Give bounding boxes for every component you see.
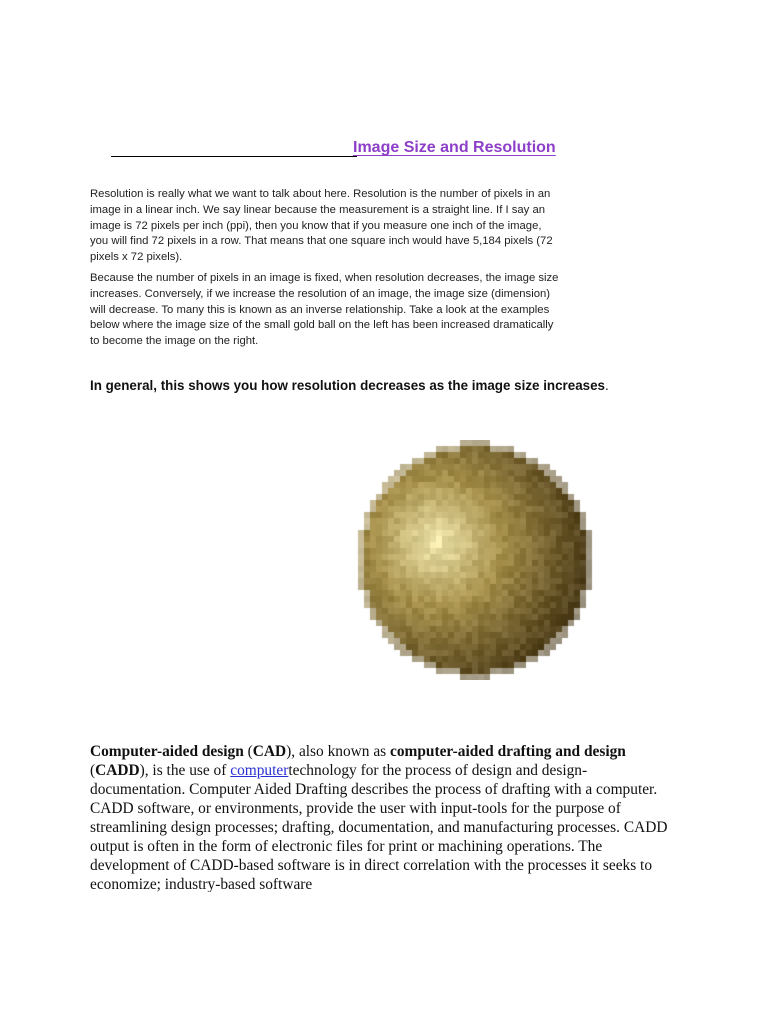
cad-abbr: CAD [252,743,287,760]
cad-text: ( [90,762,96,779]
cad-text: technology for the process of design and design-documentation. Computer Aided Drafting describes the process of drafting with a computer. CADD software, or environments, provide the user with input-tools for the purpose of streamlining design processes; drafting, documentation, and manufacturing processes. CADD output is often in the form of electronic files for print or machining operations. The development of CADD-based software is in direct correlation with the processes it seeks to economize; industry-based software [90,762,668,892]
summary-period: . [604,378,609,393]
computer-link[interactable]: computer [230,762,289,779]
summary-text: In general, this shows you how resolution decreases as the image size increases [90,378,605,393]
cadd-abbr: CADD [95,762,140,779]
cadd-term: computer-aided drafting and design [390,743,626,760]
page-title: Image Size and Resolution [353,139,556,156]
image-size-paragraph: Because the number of pixels in an image is fixed, when resolution decreases, the image size increases. Conversely, if we increase the resolution of an image, the image size (dimension) will decrease. To many this is known as an inverse relationship. Take a look at the examples below where the image size of the small gold ball on the left has been increased dramatically to become the image on the right. [90,272,559,348]
cad-text: ( [243,743,253,760]
cad-term: Computer-aided design [90,743,244,760]
cad-text: ), is the use of [139,762,231,779]
gold-ball-image [352,440,598,680]
resolution-paragraph: Resolution is really what we want to talk about here. Resolution is the number of pixels in an image in a linear inch. We say linear because the measurement is a straight line. If I say an image is 72 pixels per inch (ppi), then you know that if you measure one inch of the image, you will find 72 pixels in a row. That means that one square inch would have 5,184 pixels (72 pixels x 72 pixels). [90,188,553,264]
cad-paragraph [90,742,680,892]
pixelated-gold-ball [352,440,598,680]
heading-rule [111,156,357,157]
cad-text: ), also known as [286,743,390,760]
summary-statement [90,378,609,393]
